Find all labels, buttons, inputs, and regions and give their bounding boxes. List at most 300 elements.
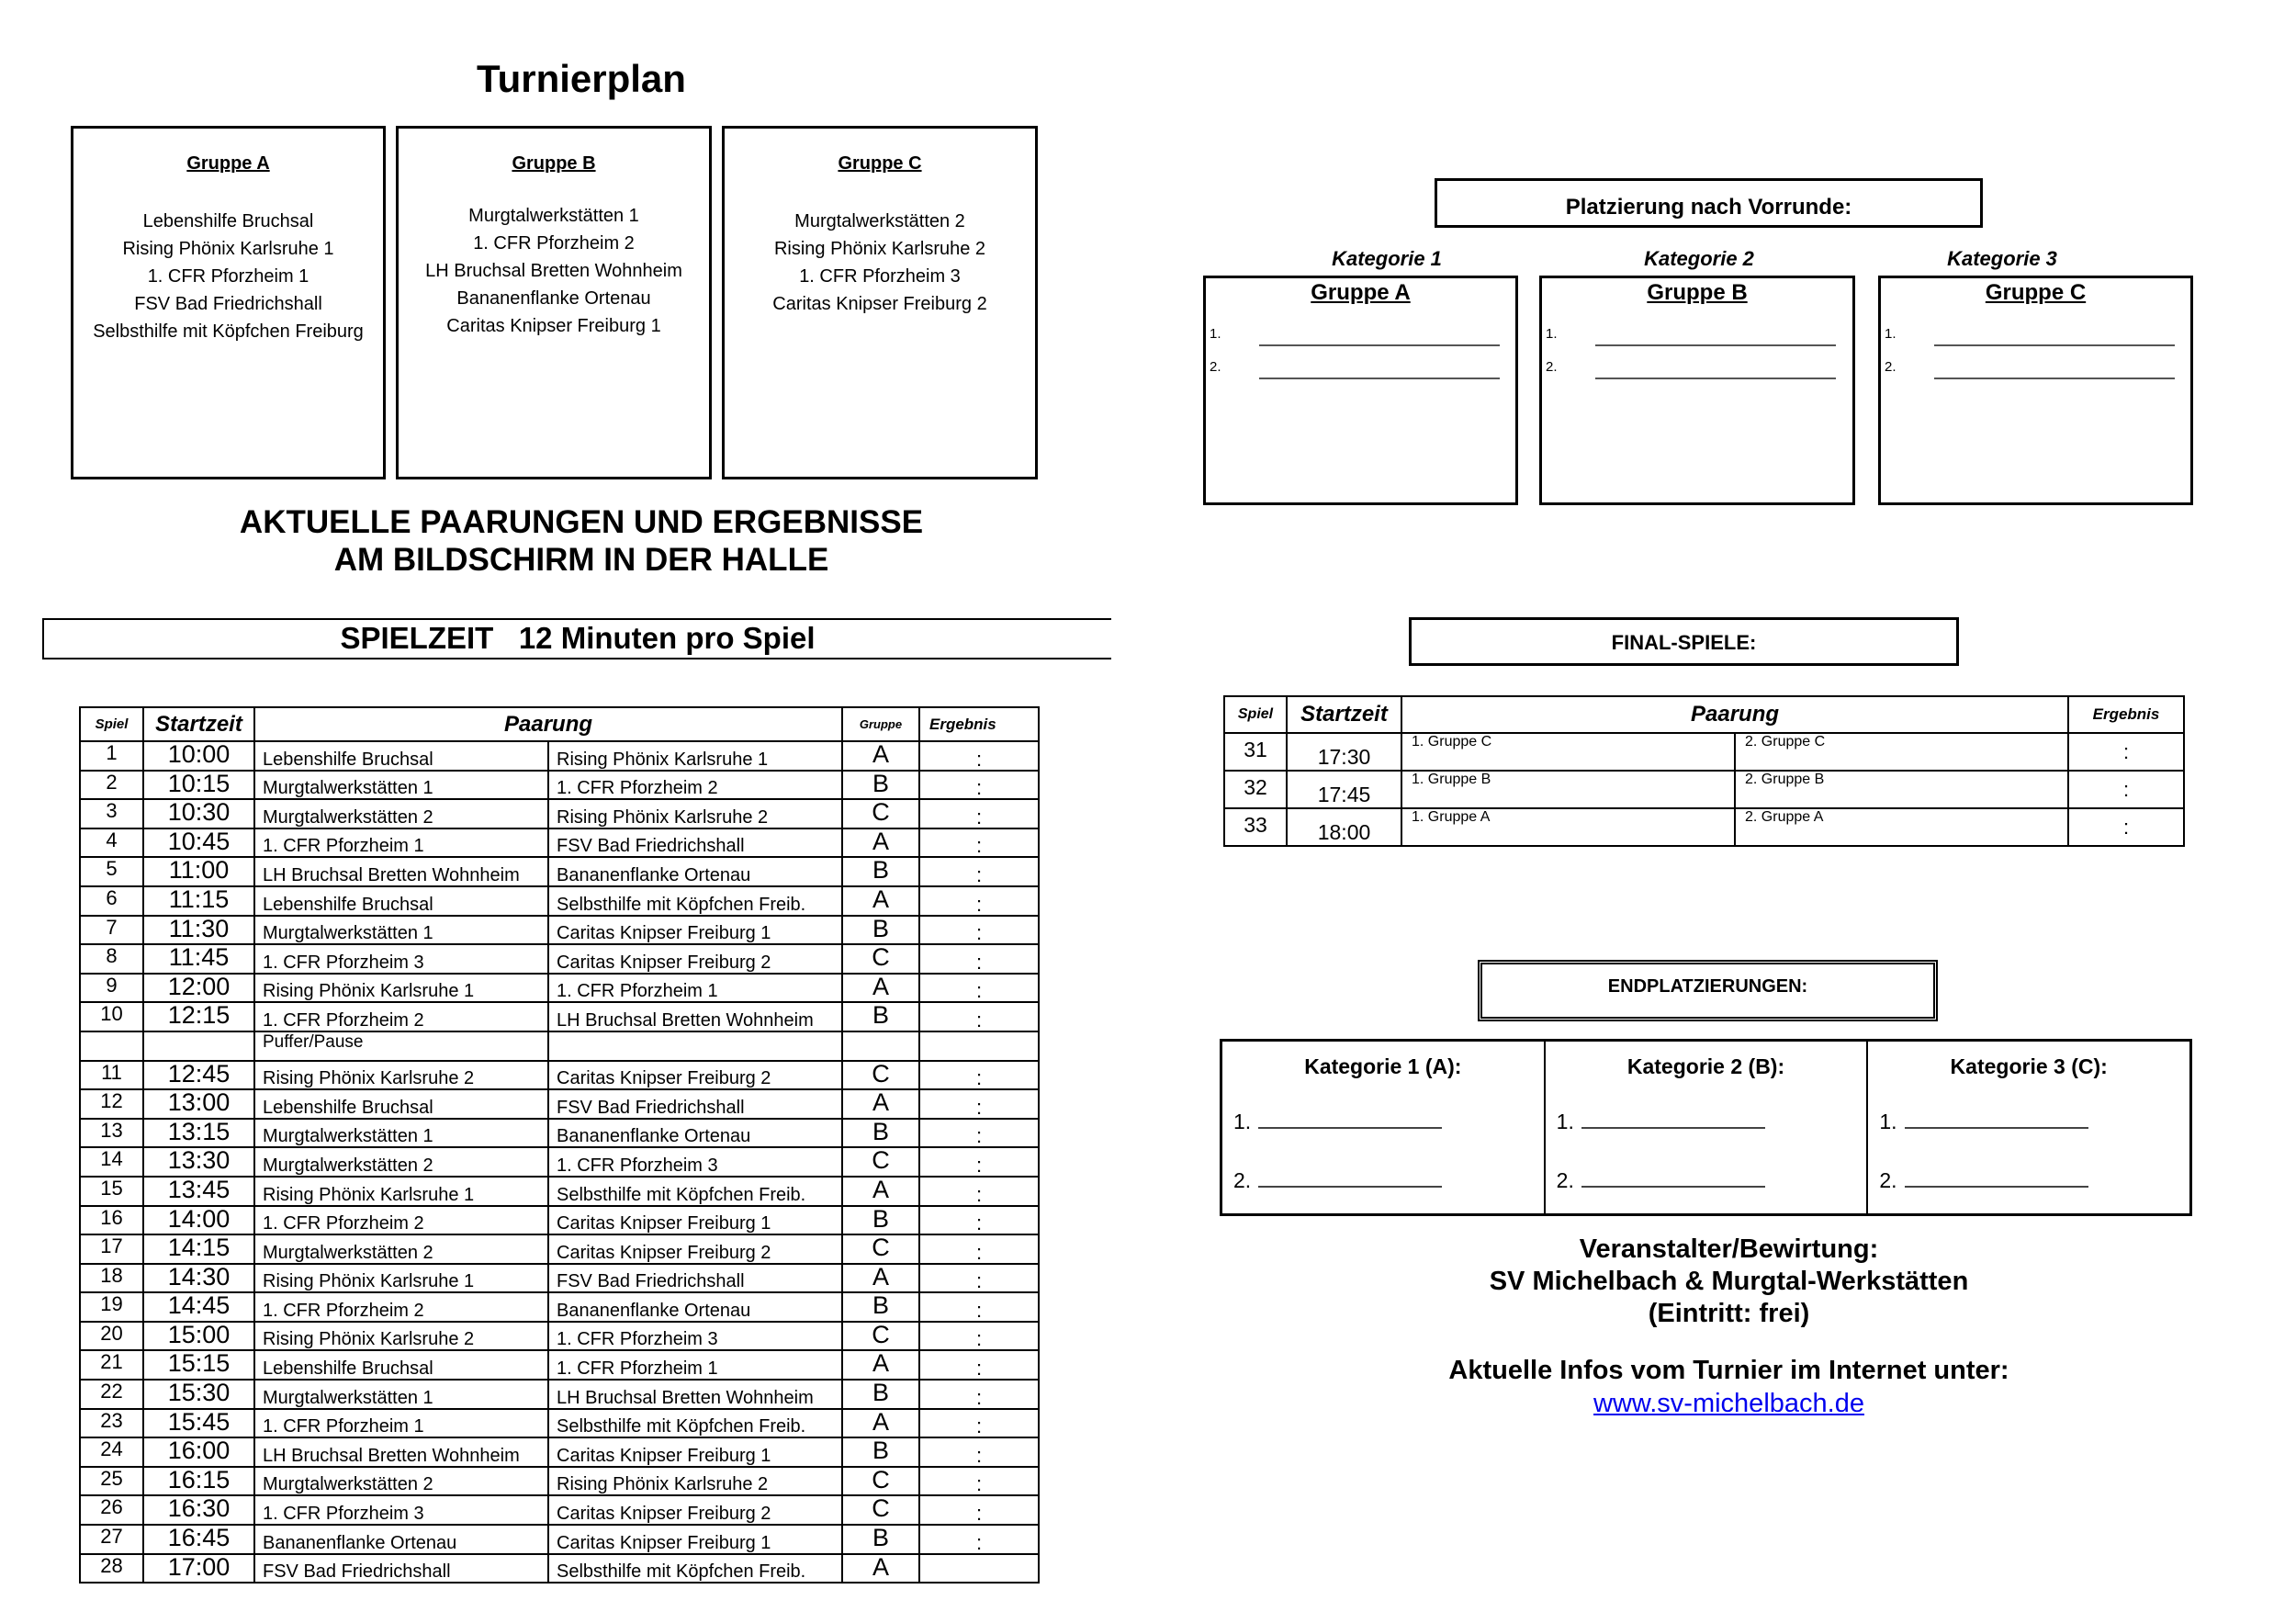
spiel-number: 3 <box>80 799 143 828</box>
end-category-1 <box>1222 1042 1546 1213</box>
table-row <box>80 1467 1039 1496</box>
group-letter: C <box>842 944 919 974</box>
spiel-number: 6 <box>80 886 143 916</box>
group-letter: B <box>842 771 919 800</box>
result-field[interactable]: : <box>919 1119 1039 1148</box>
start-time: 14:30 <box>143 1264 254 1293</box>
endplatzierungen-title-box <box>1478 960 1938 1021</box>
table-row <box>80 886 1039 916</box>
team-1: Murgtalwerkstätten 1 <box>254 1380 548 1409</box>
group-letter: B <box>842 1119 919 1148</box>
result-field[interactable]: : <box>919 828 1039 858</box>
finals-table <box>1223 695 2185 847</box>
team: Bananenflanke Ortenau <box>456 288 651 309</box>
team-1: Rising Phönix Karlsruhe 2 <box>254 1322 548 1351</box>
place-1-input-line[interactable] <box>1934 326 2175 346</box>
headline-line-1: AKTUELLE PAARUNGEN UND ERGEBNISSE <box>239 504 924 540</box>
group-letter: C <box>842 1147 919 1177</box>
headline <box>0 503 1163 579</box>
start-time: 13:15 <box>143 1119 254 1148</box>
place-2-input-line[interactable] <box>1905 1169 2088 1188</box>
table-row <box>80 1350 1039 1380</box>
place-label: 2. <box>1556 1168 1574 1192</box>
spiel-number: 2 <box>80 771 143 800</box>
team-2: 2. Gruppe B <box>1735 771 2068 808</box>
team-1: Murgtalwerkstätten 1 <box>254 771 548 800</box>
spiel-number: 4 <box>80 828 143 858</box>
group-letter: A <box>842 741 919 771</box>
spiel-number: 11 <box>80 1061 143 1090</box>
end-category-2 <box>1546 1042 1869 1213</box>
table-row <box>80 1264 1039 1293</box>
team-2: 1. CFR Pforzheim 3 <box>548 1147 842 1177</box>
spiel-number: 20 <box>80 1322 143 1351</box>
result-field[interactable]: : <box>919 1495 1039 1525</box>
team-2: LH Bruchsal Bretten Wohnheim <box>548 1380 842 1409</box>
team-2: Bananenflanke Ortenau <box>548 857 842 886</box>
start-time: 12:00 <box>143 974 254 1003</box>
spiel-number: 27 <box>80 1525 143 1554</box>
spiel-number: 5 <box>80 857 143 886</box>
col-header-ergebnis: Ergebnis <box>2068 696 2184 733</box>
result-field[interactable]: : <box>919 1089 1039 1119</box>
team: Lebenshilfe Bruchsal <box>142 211 314 231</box>
start-time: 13:00 <box>143 1089 254 1119</box>
table-row <box>80 1292 1039 1322</box>
team: 1. CFR Pforzheim 3 <box>799 266 961 287</box>
table-row <box>80 1177 1039 1206</box>
team-1: 1. CFR Pforzheim 3 <box>254 944 548 974</box>
table-row <box>80 944 1039 974</box>
start-time: 17:30 <box>1287 733 1401 771</box>
col-header-paarung: Paarung <box>1401 696 2068 733</box>
result-field[interactable]: : <box>919 1264 1039 1293</box>
place-label: 2. <box>1210 359 1221 375</box>
start-time: 10:45 <box>143 828 254 858</box>
end-category-heading: Kategorie 2 (B): <box>1626 1054 1785 1078</box>
result-field[interactable]: : <box>919 1322 1039 1351</box>
place-label: 1. <box>1546 326 1558 342</box>
team-2: Rising Phönix Karlsruhe 2 <box>548 799 842 828</box>
table-row <box>80 1525 1039 1554</box>
team-1: LH Bruchsal Bretten Wohnheim <box>254 1437 548 1467</box>
headline-line-2: AM BILDSCHIRM IN DER HALLE <box>333 542 829 578</box>
team-2: Selbsthilfe mit Köpfchen Freib. <box>548 886 842 916</box>
start-time: 14:15 <box>143 1234 254 1264</box>
end-place-row <box>1557 1110 1765 1134</box>
spiel-number: 31 <box>1224 733 1287 771</box>
start-time: 16:45 <box>143 1525 254 1554</box>
start-time: 14:45 <box>143 1292 254 1322</box>
team-2: FSV Bad Friedrichshall <box>548 828 842 858</box>
spiel-number: 19 <box>80 1292 143 1322</box>
team-1: Murgtalwerkstätten 2 <box>254 1147 548 1177</box>
group-letter: C <box>842 1061 919 1090</box>
table-row <box>80 974 1039 1003</box>
result-field[interactable] <box>919 1031 1039 1061</box>
group-letter: C <box>842 799 919 828</box>
spiel-number: 25 <box>80 1467 143 1496</box>
result-field[interactable]: : <box>919 1002 1039 1031</box>
team-2: Caritas Knipser Freiburg 1 <box>548 1206 842 1235</box>
team-2: Selbsthilfe mit Köpfchen Freib. <box>548 1177 842 1206</box>
start-time: 17:45 <box>1287 771 1401 808</box>
start-time: 13:45 <box>143 1177 254 1206</box>
group-heading: Gruppe B <box>512 153 596 174</box>
finals-row <box>1224 808 2184 846</box>
team-1: 1. Gruppe A <box>1401 808 1735 846</box>
result-field[interactable]: : <box>919 974 1039 1003</box>
end-place-row <box>1233 1110 1442 1134</box>
spielzeit-banner <box>42 618 1111 659</box>
place-label: 2. <box>1546 359 1558 375</box>
result-field[interactable]: : <box>919 857 1039 886</box>
table-row <box>80 1437 1039 1467</box>
result-field[interactable]: : <box>919 1177 1039 1206</box>
start-time: 17:00 <box>143 1554 254 1584</box>
result-field[interactable]: : <box>2068 808 2184 846</box>
start-time: 10:15 <box>143 771 254 800</box>
internet-info <box>1295 1354 2163 1420</box>
group-letter: B <box>842 916 919 945</box>
team-2: Bananenflanke Ortenau <box>548 1292 842 1322</box>
group-letter: A <box>842 974 919 1003</box>
team: Rising Phönix Karlsruhe 1 <box>122 239 334 259</box>
team-2: 1. CFR Pforzheim 2 <box>548 771 842 800</box>
group-letter: A <box>842 828 919 858</box>
team-1: Lebenshilfe Bruchsal <box>254 1089 548 1119</box>
table-row <box>80 741 1039 771</box>
team-2: Rising Phönix Karlsruhe 1 <box>548 741 842 771</box>
platzierung-box-a <box>1203 276 1518 505</box>
spiel-number: 12 <box>80 1089 143 1119</box>
finals-header-row <box>1224 696 2184 733</box>
spiel-number: 7 <box>80 916 143 945</box>
team: 1. CFR Pforzheim 2 <box>473 233 635 254</box>
spiel-number: 14 <box>80 1147 143 1177</box>
start-time: 12:15 <box>143 1002 254 1031</box>
team-1: FSV Bad Friedrichshall <box>254 1554 548 1584</box>
place-2-input-line[interactable] <box>1581 1169 1765 1188</box>
team-2: 2. Gruppe C <box>1735 733 2068 771</box>
place-label: 1. <box>1233 1110 1252 1133</box>
group-letter: C <box>842 1322 919 1351</box>
group-letter: A <box>842 1177 919 1206</box>
spiel-number: 26 <box>80 1495 143 1525</box>
team-2: Caritas Knipser Freiburg 1 <box>548 916 842 945</box>
team-1: Rising Phönix Karlsruhe 1 <box>254 1177 548 1206</box>
organizer-label: Veranstalter/Bewirtung: <box>1579 1234 1879 1264</box>
team-1: 1. CFR Pforzheim 3 <box>254 1495 548 1525</box>
schedule-body <box>80 741 1039 1583</box>
group-letter: B <box>842 1437 919 1467</box>
start-time: 10:30 <box>143 799 254 828</box>
spiel-number: 23 <box>80 1409 143 1438</box>
start-time <box>143 1031 254 1061</box>
start-time: 13:30 <box>143 1147 254 1177</box>
platzierung-box-b <box>1539 276 1855 505</box>
col-header-startzeit: Startzeit <box>143 707 254 741</box>
result-field[interactable] <box>919 1554 1039 1584</box>
start-time: 18:00 <box>1287 808 1401 846</box>
place-1-input-line[interactable] <box>1258 1110 1442 1129</box>
group-letter: B <box>842 1206 919 1235</box>
col-header-spiel: Spiel <box>80 707 143 741</box>
spiel-number <box>80 1031 143 1061</box>
spiel-number: 33 <box>1224 808 1287 846</box>
result-field[interactable]: : <box>919 799 1039 828</box>
result-field[interactable]: : <box>2068 733 2184 771</box>
result-field[interactable]: : <box>919 1409 1039 1438</box>
team-1: Lebenshilfe Bruchsal <box>254 741 548 771</box>
result-field[interactable]: : <box>2068 771 2184 808</box>
place-label: 2. <box>1233 1168 1252 1192</box>
group-letter: A <box>842 1554 919 1584</box>
table-row <box>80 916 1039 945</box>
finals-row <box>1224 733 2184 771</box>
finals-title-box <box>1409 617 1959 666</box>
table-row <box>80 1234 1039 1264</box>
result-field[interactable]: : <box>919 1206 1039 1235</box>
spiel-number: 1 <box>80 741 143 771</box>
team-2: Bananenflanke Ortenau <box>548 1119 842 1148</box>
end-place-row <box>1233 1168 1442 1193</box>
team-2: 1. CFR Pforzheim 1 <box>548 1350 842 1380</box>
team-2: Selbsthilfe mit Köpfchen Freib. <box>548 1409 842 1438</box>
table-row <box>80 857 1039 886</box>
result-field[interactable]: : <box>919 771 1039 800</box>
start-time: 16:15 <box>143 1467 254 1496</box>
col-header-paarung: Paarung <box>254 707 842 741</box>
team-1: LH Bruchsal Bretten Wohnheim <box>254 857 548 886</box>
group-letter: B <box>842 1292 919 1322</box>
team-1: Rising Phönix Karlsruhe 1 <box>254 1264 548 1293</box>
team: Murgtalwerkstätten 1 <box>468 206 639 226</box>
team-1: Bananenflanke Ortenau <box>254 1525 548 1554</box>
end-place-row <box>1557 1168 1765 1193</box>
team-1: 1. CFR Pforzheim 1 <box>254 828 548 858</box>
table-row <box>80 799 1039 828</box>
team-1: 1. CFR Pforzheim 2 <box>254 1206 548 1235</box>
result-field[interactable]: : <box>919 1467 1039 1496</box>
kategorie-label-3: Kategorie 3 <box>1947 247 2057 270</box>
team-1: Murgtalwerkstätten 2 <box>254 1467 548 1496</box>
start-time: 11:00 <box>143 857 254 886</box>
table-row <box>80 771 1039 800</box>
spiel-number: 9 <box>80 974 143 1003</box>
team-2: Caritas Knipser Freiburg 2 <box>548 1061 842 1090</box>
organizer-info <box>1295 1234 2163 1330</box>
spiel-number: 22 <box>80 1380 143 1409</box>
start-time: 12:45 <box>143 1061 254 1090</box>
place-2-input-line[interactable] <box>1258 1169 1442 1188</box>
result-field[interactable]: : <box>919 944 1039 974</box>
spiel-number: 28 <box>80 1554 143 1584</box>
start-time: 15:15 <box>143 1350 254 1380</box>
team-2: LH Bruchsal Bretten Wohnheim <box>548 1002 842 1031</box>
result-field[interactable]: : <box>919 1380 1039 1409</box>
team: FSV Bad Friedrichshall <box>134 294 322 314</box>
end-category-heading: Kategorie 1 (A): <box>1304 1054 1462 1078</box>
kategorie-label-2: Kategorie 2 <box>1644 247 1754 270</box>
place-label: 2. <box>1879 1168 1897 1192</box>
group-letter: B <box>842 1525 919 1554</box>
group-letter <box>842 1031 919 1061</box>
group-letter: A <box>842 1264 919 1293</box>
spielzeit-text: SPIELZEIT 12 Minuten pro Spiel <box>340 621 816 655</box>
team-1: 1. CFR Pforzheim 2 <box>254 1002 548 1031</box>
result-field[interactable]: : <box>919 1292 1039 1322</box>
place-1-input-line[interactable] <box>1581 1110 1765 1129</box>
group-heading: Gruppe A <box>186 153 270 174</box>
place-label: 1. <box>1556 1110 1574 1133</box>
start-time: 10:00 <box>143 741 254 771</box>
team-1: 1. Gruppe C <box>1401 733 1735 771</box>
platzierung-group-heading: Gruppe C <box>1985 280 2087 305</box>
group-team-list <box>399 202 709 340</box>
team-1: Rising Phönix Karlsruhe 1 <box>254 974 548 1003</box>
team: Caritas Knipser Freiburg 2 <box>772 294 987 314</box>
start-time: 16:30 <box>143 1495 254 1525</box>
start-time: 11:45 <box>143 944 254 974</box>
admission-info: (Eintritt: frei) <box>1648 1299 1810 1328</box>
finals-title: FINAL-SPIELE: <box>1611 631 1757 654</box>
spiel-number: 16 <box>80 1206 143 1235</box>
team-1: Murgtalwerkstätten 1 <box>254 916 548 945</box>
spiel-number: 21 <box>80 1350 143 1380</box>
internet-info-label: Aktuelle Infos vom Turnier im Internet unter: <box>1448 1356 2009 1385</box>
team-1: Murgtalwerkstätten 1 <box>254 1119 548 1148</box>
end-place-row <box>1879 1110 2088 1134</box>
start-time: 11:15 <box>143 886 254 916</box>
platzierung-group-heading: Gruppe B <box>1647 280 1748 305</box>
team-2: 1. CFR Pforzheim 1 <box>548 974 842 1003</box>
table-row <box>80 1089 1039 1119</box>
team-2: 2. Gruppe A <box>1735 808 2068 846</box>
result-field[interactable]: : <box>919 916 1039 945</box>
table-row <box>80 1061 1039 1090</box>
website-link[interactable]: www.sv-michelbach.de <box>1593 1389 1864 1418</box>
result-field[interactable]: : <box>919 1234 1039 1264</box>
team-2: Caritas Knipser Freiburg 1 <box>548 1525 842 1554</box>
place-1-input-line[interactable] <box>1259 326 1500 346</box>
group-letter: A <box>842 1350 919 1380</box>
place-label: 1. <box>1210 326 1221 342</box>
start-time: 14:00 <box>143 1206 254 1235</box>
page-title: Turnierplan <box>477 57 686 100</box>
end-place-row <box>1879 1168 2088 1193</box>
group-letter: A <box>842 1089 919 1119</box>
result-field[interactable]: : <box>919 1437 1039 1467</box>
result-field[interactable]: : <box>919 1147 1039 1177</box>
place-label: 1. <box>1885 326 1896 342</box>
team: LH Bruchsal Bretten Wohnheim <box>425 261 682 281</box>
group-box-b <box>396 126 712 479</box>
table-row <box>80 1119 1039 1148</box>
endplatzierungen-title: ENDPLATZIERUNGEN: <box>1607 976 1808 997</box>
group-letter: A <box>842 886 919 916</box>
group-box-c <box>722 126 1038 479</box>
result-field[interactable]: : <box>919 1061 1039 1090</box>
spiel-number: 32 <box>1224 771 1287 808</box>
col-header-ergebnis: Ergebnis <box>919 707 1039 741</box>
result-field[interactable]: : <box>919 741 1039 771</box>
start-time: 15:30 <box>143 1380 254 1409</box>
team-2: Caritas Knipser Freiburg 1 <box>548 1437 842 1467</box>
group-letter: C <box>842 1234 919 1264</box>
team-2 <box>548 1031 842 1061</box>
team: 1. CFR Pforzheim 1 <box>147 266 310 287</box>
finals-row <box>1224 771 2184 808</box>
place-2-input-line[interactable] <box>1934 359 2175 379</box>
team-2: Caritas Knipser Freiburg 2 <box>548 944 842 974</box>
team-2: Caritas Knipser Freiburg 2 <box>548 1495 842 1525</box>
table-row <box>80 1495 1039 1525</box>
group-heading: Gruppe C <box>838 153 922 174</box>
group-team-list <box>725 208 1035 318</box>
place-1-input-line[interactable] <box>1905 1110 2088 1129</box>
result-field[interactable]: : <box>919 1350 1039 1380</box>
spiel-number: 15 <box>80 1177 143 1206</box>
team-2: Caritas Knipser Freiburg 2 <box>548 1234 842 1264</box>
table-row <box>80 1380 1039 1409</box>
team-1: Puffer/Pause <box>254 1031 548 1061</box>
pause-row <box>80 1031 1039 1061</box>
endplatzierungen-table <box>1220 1039 2192 1216</box>
platzierung-box-c <box>1878 276 2193 505</box>
spiel-number: 13 <box>80 1119 143 1148</box>
group-letter: B <box>842 857 919 886</box>
team-1: Lebenshilfe Bruchsal <box>254 886 548 916</box>
result-field[interactable]: : <box>919 1525 1039 1554</box>
team: Caritas Knipser Freiburg 1 <box>446 316 661 336</box>
team: Rising Phönix Karlsruhe 2 <box>773 239 986 259</box>
team-2: 1. CFR Pforzheim 3 <box>548 1322 842 1351</box>
group-letter: A <box>842 1409 919 1438</box>
table-row <box>80 1322 1039 1351</box>
spiel-number: 18 <box>80 1264 143 1293</box>
organizer-names: SV Michelbach & Murgtal-Werkstätten <box>1489 1267 1969 1296</box>
table-row <box>80 1409 1039 1438</box>
group-letter: B <box>842 1380 919 1409</box>
group-team-list <box>73 208 383 345</box>
team-1: Murgtalwerkstätten 2 <box>254 1234 548 1264</box>
team-1: 1. Gruppe B <box>1401 771 1735 808</box>
team-1: Murgtalwerkstätten 2 <box>254 799 548 828</box>
schedule-table <box>79 706 1040 1584</box>
team-1: Lebenshilfe Bruchsal <box>254 1350 548 1380</box>
result-field[interactable]: : <box>919 886 1039 916</box>
team-2: Rising Phönix Karlsruhe 2 <box>548 1467 842 1496</box>
place-1-input-line[interactable] <box>1595 326 1836 346</box>
team-1: Rising Phönix Karlsruhe 2 <box>254 1061 548 1090</box>
table-row <box>80 828 1039 858</box>
group-letter: C <box>842 1467 919 1496</box>
spiel-number: 24 <box>80 1437 143 1467</box>
table-row <box>80 1206 1039 1235</box>
table-row <box>80 1002 1039 1031</box>
end-category-heading: Kategorie 3 (C): <box>1950 1054 2108 1078</box>
team: Murgtalwerkstätten 2 <box>794 211 965 231</box>
col-header-gruppe: Gruppe <box>842 707 919 741</box>
place-2-input-line[interactable] <box>1595 359 1836 379</box>
platzierung-group-heading: Gruppe A <box>1311 280 1411 305</box>
schedule-header-row <box>80 707 1039 741</box>
place-2-input-line[interactable] <box>1259 359 1500 379</box>
col-header-startzeit: Startzeit <box>1287 696 1401 733</box>
start-time: 11:30 <box>143 916 254 945</box>
table-row <box>80 1554 1039 1584</box>
